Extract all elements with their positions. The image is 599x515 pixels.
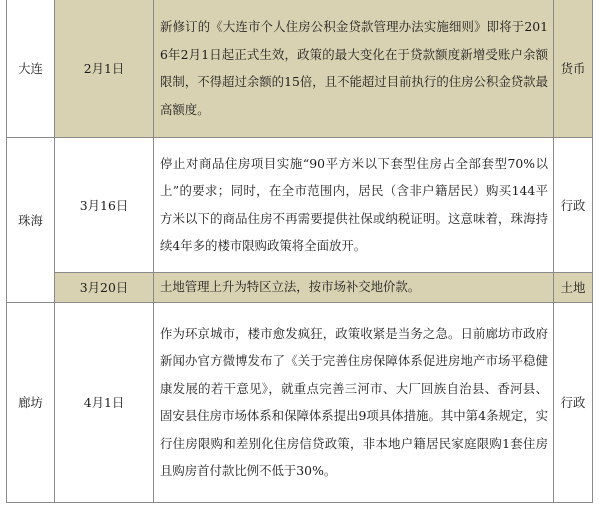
date-cell: 3月20日 [55, 272, 154, 302]
policy-content-cell: 停止对商品住房项目实施“90平方米以下套型住房占全部套型70%以上”的要求；同时，在全市范围内，居民（含非户籍居民）购买144平方米以下的商品住房不再需要提供社保或纳税证明。这意味着，珠海持续4年多的楼市限购政策将全面放开。 [154, 137, 554, 272]
table-row [7, 272, 593, 302]
city-cell: 珠海 [7, 137, 55, 302]
policy-table [6, 0, 593, 503]
policy-type-cell: 行政 [554, 302, 593, 502]
table-row [7, 137, 593, 272]
table-row [7, 302, 593, 502]
policy-content-cell: 土地管理上升为特区立法，按市场补交地价款。 [154, 272, 554, 302]
policy-type-cell: 行政 [554, 137, 593, 272]
city-cell: 大连 [7, 0, 55, 137]
table-row [7, 0, 593, 137]
policy-type-cell: 土地 [554, 272, 593, 302]
date-cell: 4月1日 [55, 302, 154, 502]
policy-content-cell: 作为环京城市，楼市愈发疯狂，政策收紧是当务之急。日前廊坊市政府新闻办官方微博发布了《关于完善住房保障体系促进房地产市场平稳健康发展的若干意见》，就重点完善三河市、大厂回族自治县、香河县、固安县住房市场体系和保障体系提出9项具体措施。其中第4条规定，实行住房限购和差别化住房信贷政策，非本地户籍居民家庭限购1套住房且购房首付款比例不低于30%。 [154, 302, 554, 502]
date-cell: 2月1日 [55, 0, 154, 137]
city-cell: 廊坊 [7, 302, 55, 502]
policy-type-cell: 货币 [554, 0, 593, 137]
date-cell: 3月16日 [55, 137, 154, 272]
policy-content-cell: 新修订的《大连市个人住房公积金贷款管理办法实施细则》即将于2016年2月1日起正式生效，政策的最大变化在于贷款额度新增受账户余额限制，不得超过余额的15倍，且不能超过目前执行的住房公积金贷款最高额度。 [154, 0, 554, 137]
